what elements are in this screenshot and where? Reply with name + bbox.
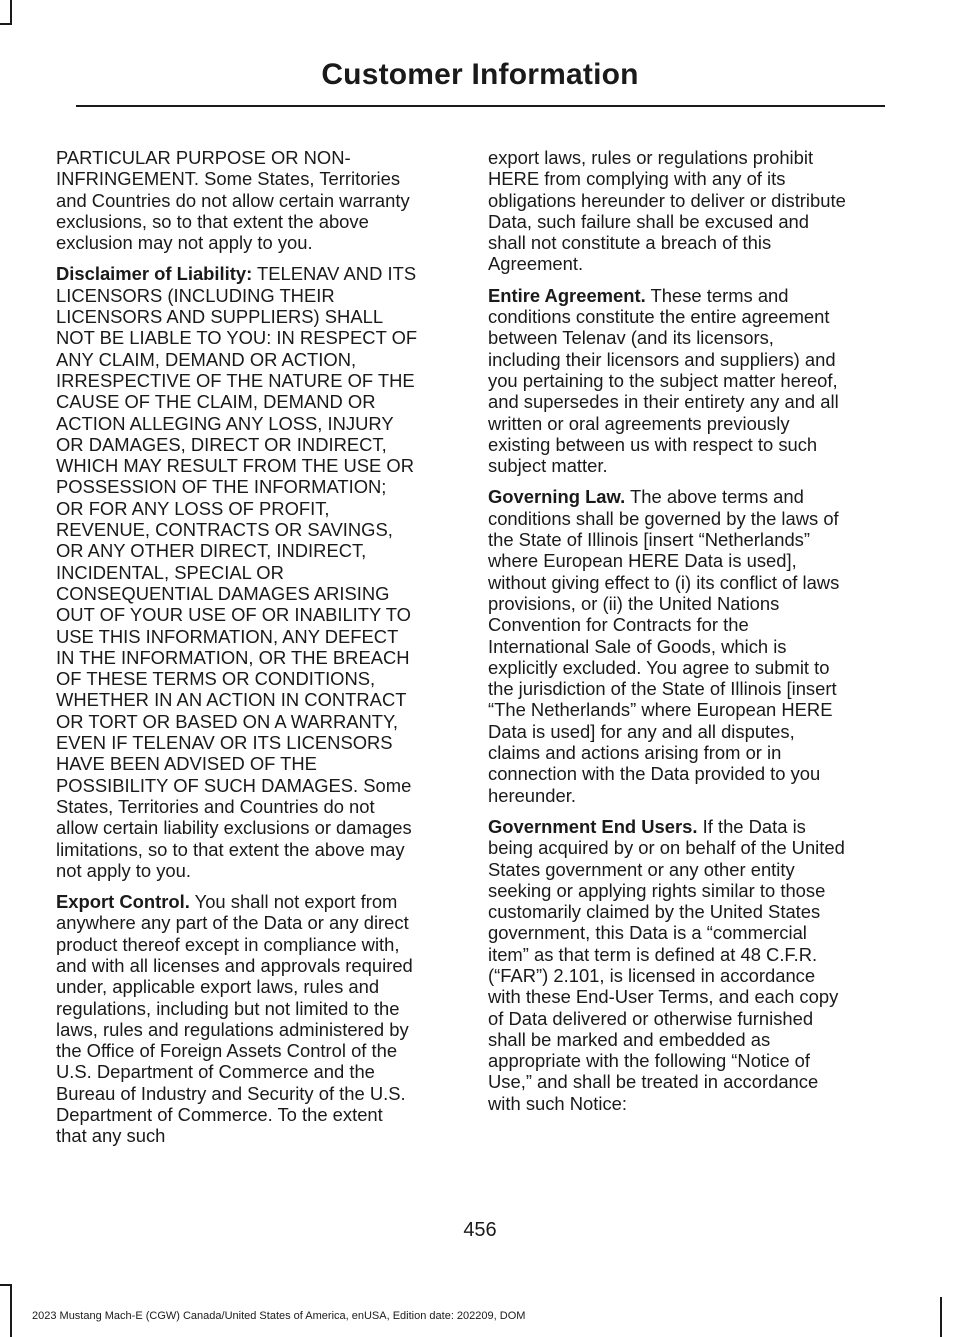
edition-note: 2023 Mustang Mach-E (CGW) Canada/United States of America, enUSA, Edition date: 202209, DOM [32, 1310, 526, 1322]
paragraph-text: You shall not export from anywhere any part of the Data or any direct product thereof except in compliance with, and with all licenses and approvals required under, applicable export laws, rules and regulations, including but not limited to the laws, rules and regulations administered by the Office of Foreign Assets Control of the U.S. Department of Commerce and the Bureau of Industry and Security of the U.S. Department of Commerce. To the extent that any such [56, 891, 413, 1147]
crop-mark-top-left-horizontal [0, 23, 12, 25]
paragraph-disclaimer-of-liability [56, 263, 418, 881]
page-number: 456 [463, 1219, 497, 1241]
paragraph-text: These terms and conditions constitute the entire agreement between Telenav (and its licensors, including their licensors and suppliers) and you pertaining to the subject matter hereof, and supersedes in their entirety any and all written or oral agreements previously existing between us with respect to such subject matter. [488, 284, 839, 477]
crop-mark-bottom-left [10, 1284, 12, 1337]
left-column [56, 147, 418, 1157]
term-heading: Government End Users. [488, 815, 698, 837]
paragraph-text: export laws, rules or regulations prohibit HERE from complying with any of its obligations hereunder to deliver or distribute Data, such failure shall be excused and shall not constitute a breach of this Agreement. [488, 147, 846, 275]
paragraph-text: If the Data is being acquired by or on behalf of the United States government or any other entity seeking or applying rights similar to those customarily claimed by the United States government, this Data is a “commercial item” as that term is defined at 48 C.F.R. (“FAR”) 2.101, is licensed in accordance with these End-User Terms, and each copy of Data delivered or otherwise furnished shall be marked and embedded as appropriate with the following “Notice of Use,” and shall be treated in accordance with such Notice: [488, 815, 845, 1114]
paragraph-government-end-users [488, 816, 850, 1114]
crop-mark-top-left [10, 0, 12, 23]
paragraph-text: The above terms and conditions shall be governed by the laws of the State of Illinois [insert “Netherlands” where European HERE Data is used], without giving effect to (i) its conflict of laws provisions, or (ii) the United Nations Convention for Contracts for the International Sale of Goods, which is explicitly excluded. You agree to submit to the jurisdiction of the State of Illinois [insert “The Netherlands” where European HERE Data is used] for any and all disputes, claims and actions arising from or in connection with the Data provided to you hereunder. [488, 486, 840, 806]
right-column [488, 147, 850, 1124]
term-heading: Export Control. [56, 891, 190, 913]
page-title: Customer Information [321, 58, 639, 91]
paragraph-text: PARTICULAR PURPOSE OR NON-INFRINGEMENT. Some States, Territories and Countries do not allow certain warranty exclusions, so to that extent the above exclusion may not apply to you. [56, 147, 410, 254]
term-heading: Governing Law. [488, 486, 626, 508]
term-heading: Disclaimer of Liability: [56, 263, 253, 285]
paragraph-export-control [56, 891, 418, 1147]
paragraph-export-continued [488, 147, 850, 275]
paragraph-governing-law [488, 486, 850, 805]
paragraph-warranty-exclusion [56, 147, 418, 253]
paragraph-text: TELENAV AND ITS LICENSORS (INCLUDING THEIR LICENSORS AND SUPPLIERS) SHALL NOT BE LIABLE TO YOU: IN RESPECT OF ANY CLAIM, DEMAND OR ACTION, IRRESPECTIVE OF THE NATURE OF THE CAUSE OF THE CLAIM, DEMAND OR ACTION ALLEGING ANY LOSS, INJURY OR DAMAGES, DIRECT OR INDIRECT, WHICH MAY RESULT FROM THE USE OR POSSESSION OF THE INFORMATION; OR FOR ANY LOSS OF PROFIT, REVENUE, CONTRACTS OR SAVINGS, OR ANY OTHER DIRECT, INDIRECT, INCIDENTAL, SPECIAL OR CONSEQUENTIAL DAMAGES ARISING OUT OF YOUR USE OF OR INABILITY TO USE THIS INFORMATION, ANY DEFECT IN THE INFORMATION, OR THE BREACH OF THESE TERMS OR CONDITIONS, WHETHER IN AN ACTION IN CONTRACT OR TORT OR BASED ON A WARRANTY, EVEN IF TELENAV OR ITS LICENSORS HAVE BEEN ADVISED OF THE POSSIBILITY OF SUCH DAMAGES. Some States, Territories and Countries do not allow certain liability exclusions or damages limitations, so to that extent the above may not apply to you. [56, 263, 418, 881]
header-divider [76, 105, 885, 107]
crop-mark-bottom-right [940, 1297, 942, 1337]
term-heading: Entire Agreement. [488, 284, 646, 306]
paragraph-entire-agreement [488, 285, 850, 477]
crop-mark-bottom-left-horizontal [0, 1284, 12, 1286]
